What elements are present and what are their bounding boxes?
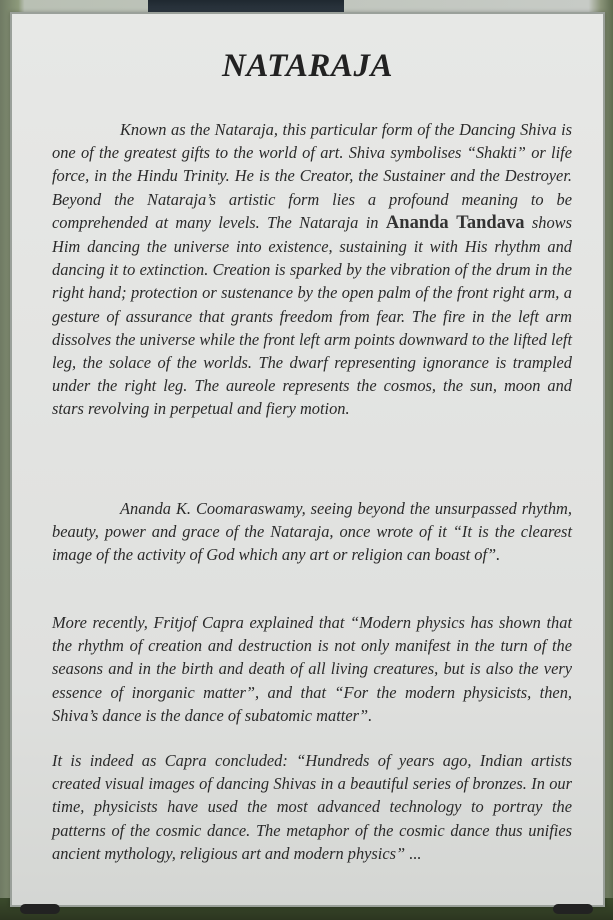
sign-foot-right	[553, 904, 593, 914]
sign-title: NATARAJA	[222, 48, 393, 84]
paragraph-intro-part-2: shows Him dancing the universe into existence, sustaining it with His rhythm and dancing it to extinction. Creation is sparked by the vibration of the drum in the right hand; protection or sustenance by the open palm of the front right arm, a gesture of assurance that grants freedom from fear. The fire in the left arm dissolves the universe while the front left arm points downward to the lifted left leg, the solace of the worlds. The dwarf representing ignorance is trampled under the right leg. The aureole represents the cosmos, the sun, moon and stars revolving in perpetual and fiery motion.	[52, 212, 572, 419]
paragraph-intro-part-1: Known as the Nataraja, this particular form of the Dancing Shiva is one of the greatest gifts to the world of art. Shiva symbolises “Shakti” or life force, in the Hindu Trinity. He is the Creator, the Sustainer and the Destroyer. Beyond the Nataraja’s artistic form lies a profound meaning to be comprehended at many levels. The Nataraja in	[52, 120, 572, 232]
paragraph-intro	[52, 118, 572, 421]
sign-foot-left	[20, 904, 60, 914]
information-sign-board	[10, 12, 605, 907]
paragraph-coomaraswamy: Ananda K. Coomaraswamy, seeing beyond the unsurpassed rhythm, beauty, power and grace of the Nataraja, once wrote of it “It is the clearest image of the activity of God which any art or religion can boast of”.	[52, 499, 572, 565]
paragraph-capra: More recently, Fritjof Capra explained that “Modern physics has shown that the rhythm of creation and destruction is not only manifest in the turn of the seasons and in the birth and death of all living creatures, but is also the very essence of inorganic matter”, and that “For the modern physicists, then, Shiva’s dance is the dance of subatomic matter”.	[52, 613, 572, 725]
paragraph-conclusion: It is indeed as Capra concluded: “Hundreds of years ago, Indian artists created visual images of dancing Shivas in a beautiful series of bronzes. In our time, physicists have used the most advanced technology to portray the patterns of the cosmic dance. The metaphor of the cosmic dance thus unifies ancient mythology, religious art and modern physics” ...	[52, 751, 572, 863]
ananda-tandava-emphasis: Ananda Tandava	[385, 212, 525, 233]
